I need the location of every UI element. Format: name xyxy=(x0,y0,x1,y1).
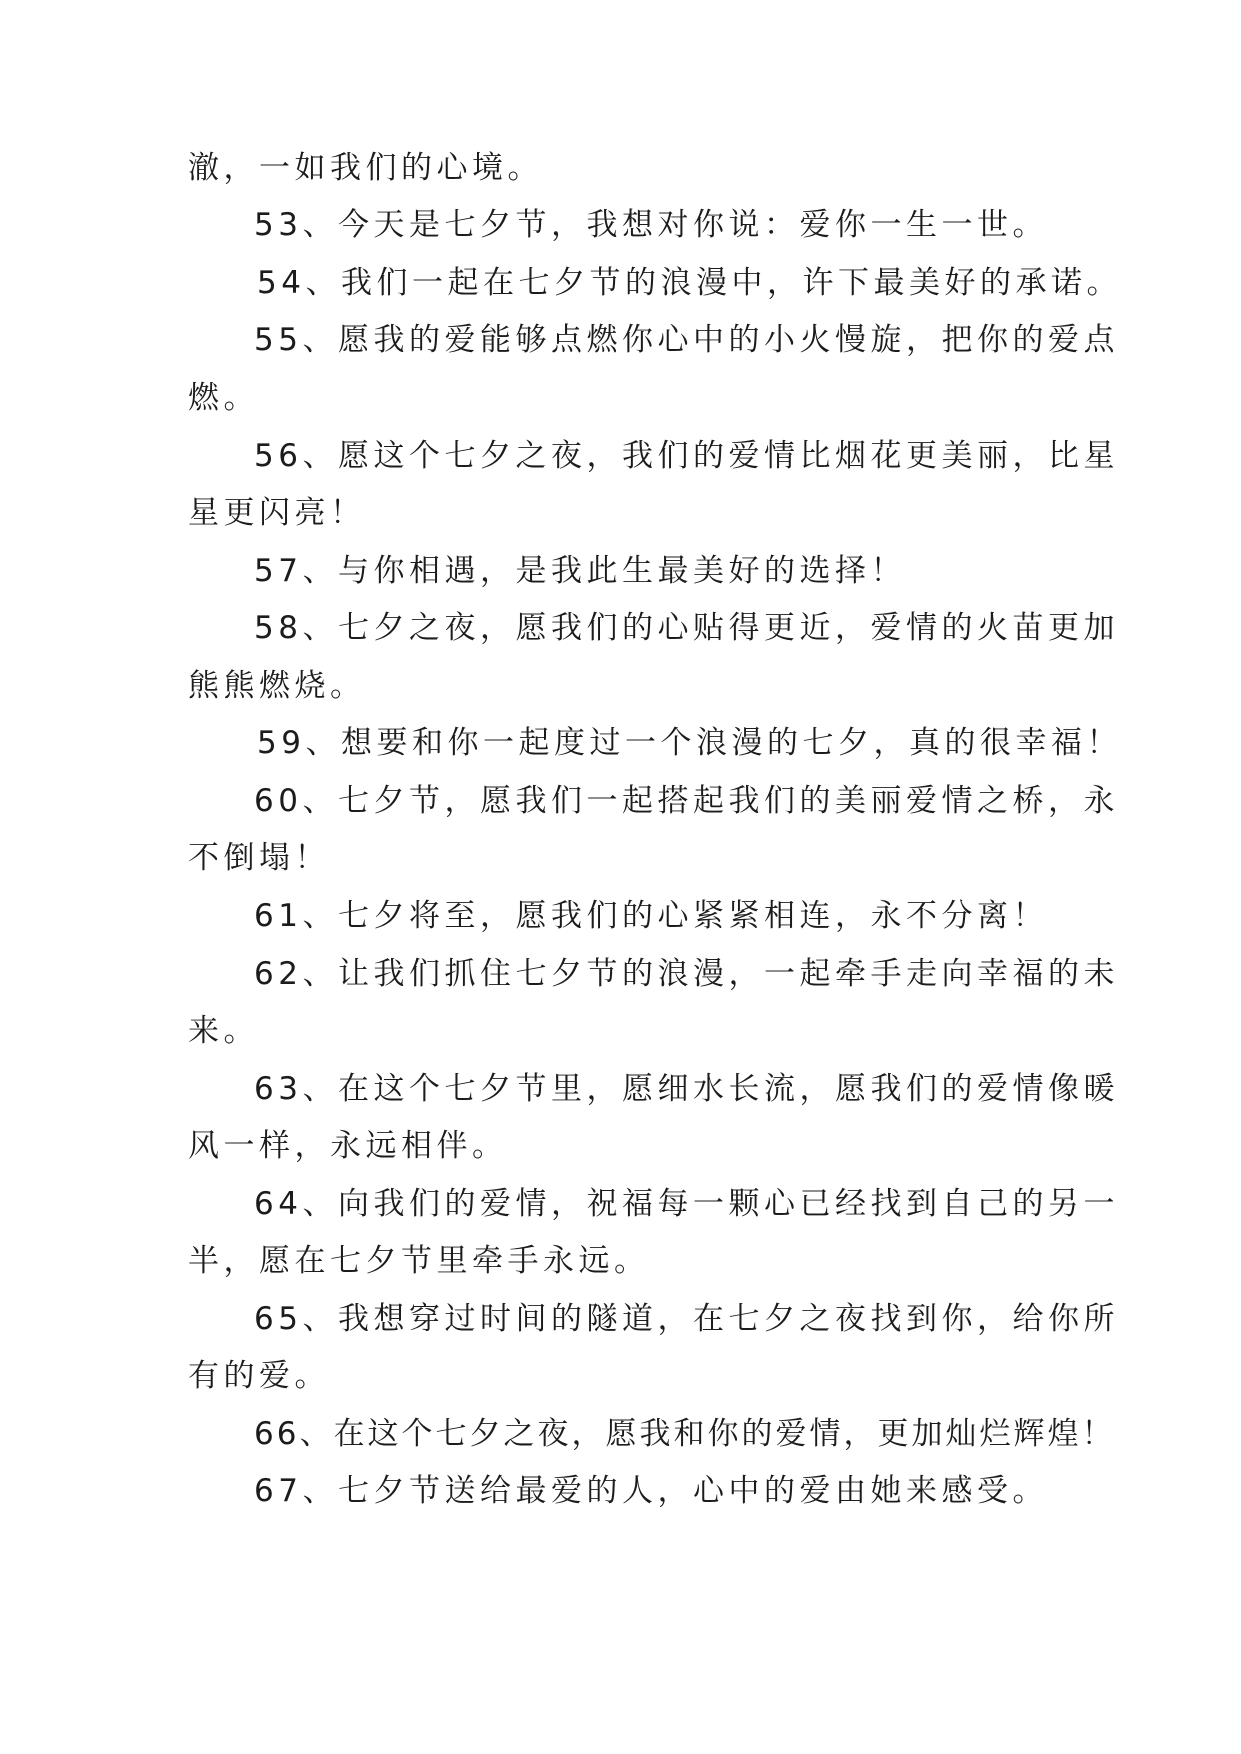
text-line-56-cont: 星更闪亮！ xyxy=(188,495,366,531)
text-line-65-cont: 有的爱。 xyxy=(188,1358,330,1394)
text-line-64: 64、向我们的爱情，祝福每一颗心已经找到自己的另一 xyxy=(254,1186,1119,1222)
text-line-63: 63、在这个七夕节里，愿细水长流，愿我们的爱情像暖 xyxy=(254,1071,1119,1107)
text-line-55-cont: 燃。 xyxy=(188,380,259,416)
text-line-67: 67、七夕节送给最爱的人，心中的爱由她来感受。 xyxy=(254,1473,1048,1509)
text-line-56: 56、愿这个七夕之夜，我们的爱情比烟花更美丽，比星 xyxy=(254,438,1119,474)
text-line-66: 66、在这个七夕之夜，愿我和你的爱情，更加灿烂辉煌！ xyxy=(254,1416,1116,1452)
text-line-60-cont: 不倒塌！ xyxy=(188,840,330,876)
text-line-53: 53、今天是七夕节，我想对你说：爱你一生一世。 xyxy=(254,207,1048,243)
text-line-65: 65、我想穿过时间的隧道，在七夕之夜找到你，给你所 xyxy=(254,1301,1119,1337)
text-line-60: 60、七夕节，愿我们一起搭起我们的美丽爱情之桥，永 xyxy=(254,783,1119,819)
text-line-59: 59、想要和你一起度过一个浪漫的七夕，真的很幸福！ xyxy=(257,725,1122,761)
text-line-57: 57、与你相遇，是我此生最美好的选择！ xyxy=(254,553,906,589)
text-line-58: 58、七夕之夜，愿我们的心贴得更近，爱情的火苗更加 xyxy=(254,610,1119,646)
text-line-62-cont: 来。 xyxy=(188,1013,259,1049)
text-line-62: 62、让我们抓住七夕节的浪漫，一起牵手走向幸福的未 xyxy=(254,956,1119,992)
text-line-continuation: 澈，一如我们的心境。 xyxy=(188,150,543,186)
text-line-64-cont: 半，愿在七夕节里牵手永远。 xyxy=(188,1243,650,1279)
text-line-54: 54、我们一起在七夕节的浪漫中，许下最美好的承诺。 xyxy=(257,265,1122,301)
text-line-55: 55、愿我的爱能够点燃你心中的小火慢旋，把你的爱点 xyxy=(254,322,1119,358)
text-line-63-cont: 风一样，永远相伴。 xyxy=(188,1128,508,1164)
text-line-61: 61、七夕将至，愿我们的心紧紧相连，永不分离！ xyxy=(254,898,1048,934)
text-line-58-cont: 熊熊燃烧。 xyxy=(188,668,366,704)
